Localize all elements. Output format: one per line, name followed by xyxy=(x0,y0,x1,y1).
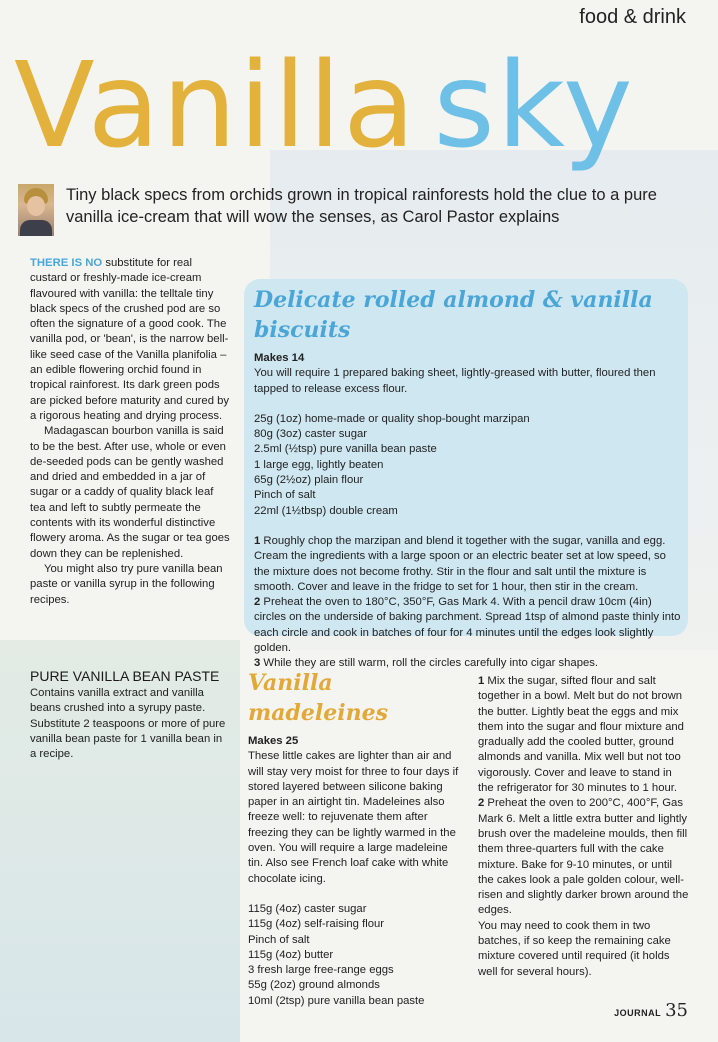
page-title xyxy=(14,36,635,174)
ingredient-item: 2.5ml (½tsp) pure vanilla bean paste xyxy=(254,443,437,456)
article-paragraph-3: You might also try pure vanilla bean paste or vanilla syrup in the following recipes. xyxy=(30,562,223,606)
page-footer xyxy=(614,1000,688,1021)
ingredient-item: Pinch of salt xyxy=(254,489,316,502)
ingredient-item: 115g (4oz) butter xyxy=(248,948,334,961)
step-number: 2 xyxy=(478,797,485,810)
madeleines-recipe xyxy=(248,668,462,1009)
biscuits-note: You will require 1 prepared baking sheet, lightly-greased with butter, floured then tapped to release excess flour. xyxy=(254,367,656,395)
ingredient-item: 65g (2½oz) plain flour xyxy=(254,474,364,487)
step-text: Preheat the oven to 200°C, 400°F, Gas Mark 6. Melt a little extra butter and lightly brush over the madeleine moulds, then fill them three-quarters full with the cake mixture. Bake for 9-10 minutes, or until the cakes look a pale golden colour, well-risen and slightly darker brown around the edges. xyxy=(478,797,689,917)
biscuits-step xyxy=(254,534,684,595)
biscuits-ingredients xyxy=(254,412,684,519)
title-word-vanilla: Vanilla xyxy=(14,36,418,174)
author-shoulders xyxy=(20,220,52,236)
ingredient-item: 55g (2oz) ground almonds xyxy=(248,979,380,992)
vanilla-bean-title: PURE VANILLA BEAN PASTE xyxy=(30,668,220,684)
article-paragraph-2: Madagascan bourbon vanilla is said to be the best. After use, whole or even de-seeded pods can be gently washed and dried and embedded in a jar of sugar or a caddy of quality black leaf tea and left to subtly permeate the contents with its wonderful distinctive flowery aroma. As the sugar or tea goes down they can be replenished. xyxy=(30,425,230,560)
article-lead: THERE IS NO xyxy=(30,257,103,269)
journal-label: JOURNAL xyxy=(614,1008,662,1018)
step-number: 1 xyxy=(254,534,261,547)
madeleines-method xyxy=(478,674,690,980)
author-photo xyxy=(18,184,54,236)
ingredient-item: Pinch of salt xyxy=(248,933,310,946)
article-paragraph xyxy=(30,256,230,424)
madeleines-title: Vanilla madeleines xyxy=(248,670,389,726)
step-text: While they are still warm, roll the circles carefully into cigar shapes. xyxy=(260,657,599,670)
article-body xyxy=(30,256,230,608)
vanilla-bean-sidebar xyxy=(30,668,230,762)
step-text: Preheat the oven to 180°C, 350°F, Gas Mark 4. With a pencil draw 10cm (4in) circles on the underside of baking parchment. Spread 1tsp of almond paste thinly into each circle and cook in batches of four for 4 minutes until the edges look slightly golden. xyxy=(254,596,681,655)
section-label: food & drink xyxy=(579,6,686,28)
step-text: Roughly chop the marzipan and blend it together with the sugar, vanilla and egg. Cream the ingredients with a large spoon or an electric beater set at low speed, so the mixture does not become frothy. Stir in the flour and salt until the mixture is smooth. Cover and leave in the fridge to set for 1 hour, then stir in the cream. xyxy=(254,534,666,593)
ingredient-item: 3 fresh large free-range eggs xyxy=(248,964,394,977)
intro-standfirst: Tiny black specs from orchids grown in tropical rainforests hold the clue to a pure vanilla ice-cream that will wow the senses, as Carol Pastor explains xyxy=(66,186,657,226)
ingredient-item: 80g (3oz) caster sugar xyxy=(254,428,368,441)
vanilla-bean-text: Contains vanilla extract and vanilla beans crushed into a syrupy paste. Substitute 2 teaspoons or more of pure vanilla bean paste for 1 vanilla bean in a recipe. xyxy=(30,687,226,761)
biscuits-step xyxy=(254,595,684,656)
step-number: 1 xyxy=(478,675,485,687)
title-word-sky: sky xyxy=(433,36,635,174)
ingredient-item: 1 large egg, lightly beaten xyxy=(254,458,384,471)
author-face xyxy=(27,196,45,216)
madeleines-makes: Makes 25 xyxy=(248,735,299,747)
madeleines-ingredients xyxy=(248,902,462,1009)
madeleines-intro: These little cakes are lighter than air and will stay very moist for three to four days if stored layered between silicone baking paper in an airtight tin. Madeleines also freeze well: to rejuvenate them after freezing they can be lightly warmed in the oven. You will require a large madeleine tin. Also see French loaf cake with white chocolate icing. xyxy=(248,750,459,885)
ingredient-item: 115g (4oz) caster sugar xyxy=(248,902,367,915)
biscuits-title: Delicate rolled almond & vanilla biscuits xyxy=(254,287,653,343)
madeleines-step xyxy=(478,796,690,918)
biscuits-recipe xyxy=(254,285,684,672)
step-number: 3 xyxy=(254,657,261,670)
madeleines-step xyxy=(478,674,690,796)
page-number: 35 xyxy=(665,1000,688,1021)
article-paragraph-1: substitute for real custard or freshly-made ice-cream flavoured with vanilla: the telltale tiny black specs of the crushed pod are so often the signature of a good cook. The vanilla pod, or 'bean', is the narrow bell-like seed case of the Vanilla planifolia – an edible flowering orchid found in tropical rainforest. Its dark green pods are picked before maturity and cured by a rigorous heating and drying process. xyxy=(30,257,230,422)
step-text: Mix the sugar, sifted flour and salt together in a bowl. Melt but do not brown the butter. Lightly beat the eggs and mix them into the sugar and flour mixture and gradually add the cooled butter, ground almonds and vanilla. Mix well but not too vigorously. Cover and leave to stand in the refrigerator for 30 minutes to 1 hour. xyxy=(478,675,684,795)
ingredient-item: 22ml (1½tbsp) double cream xyxy=(254,504,398,517)
ingredient-item: 115g (4oz) self-raising flour xyxy=(248,918,385,931)
ingredient-item: 10ml (2tsp) pure vanilla bean paste xyxy=(248,994,425,1007)
ingredient-item: 25g (1oz) home-made or quality shop-bought marzipan xyxy=(254,412,530,425)
biscuits-makes: Makes 14 xyxy=(254,352,305,364)
step-number: 2 xyxy=(254,596,261,609)
madeleines-note: You may need to cook them in two batches, if so keep the remaining cake mixture covered until required (it holds well for several hours). xyxy=(478,919,671,978)
